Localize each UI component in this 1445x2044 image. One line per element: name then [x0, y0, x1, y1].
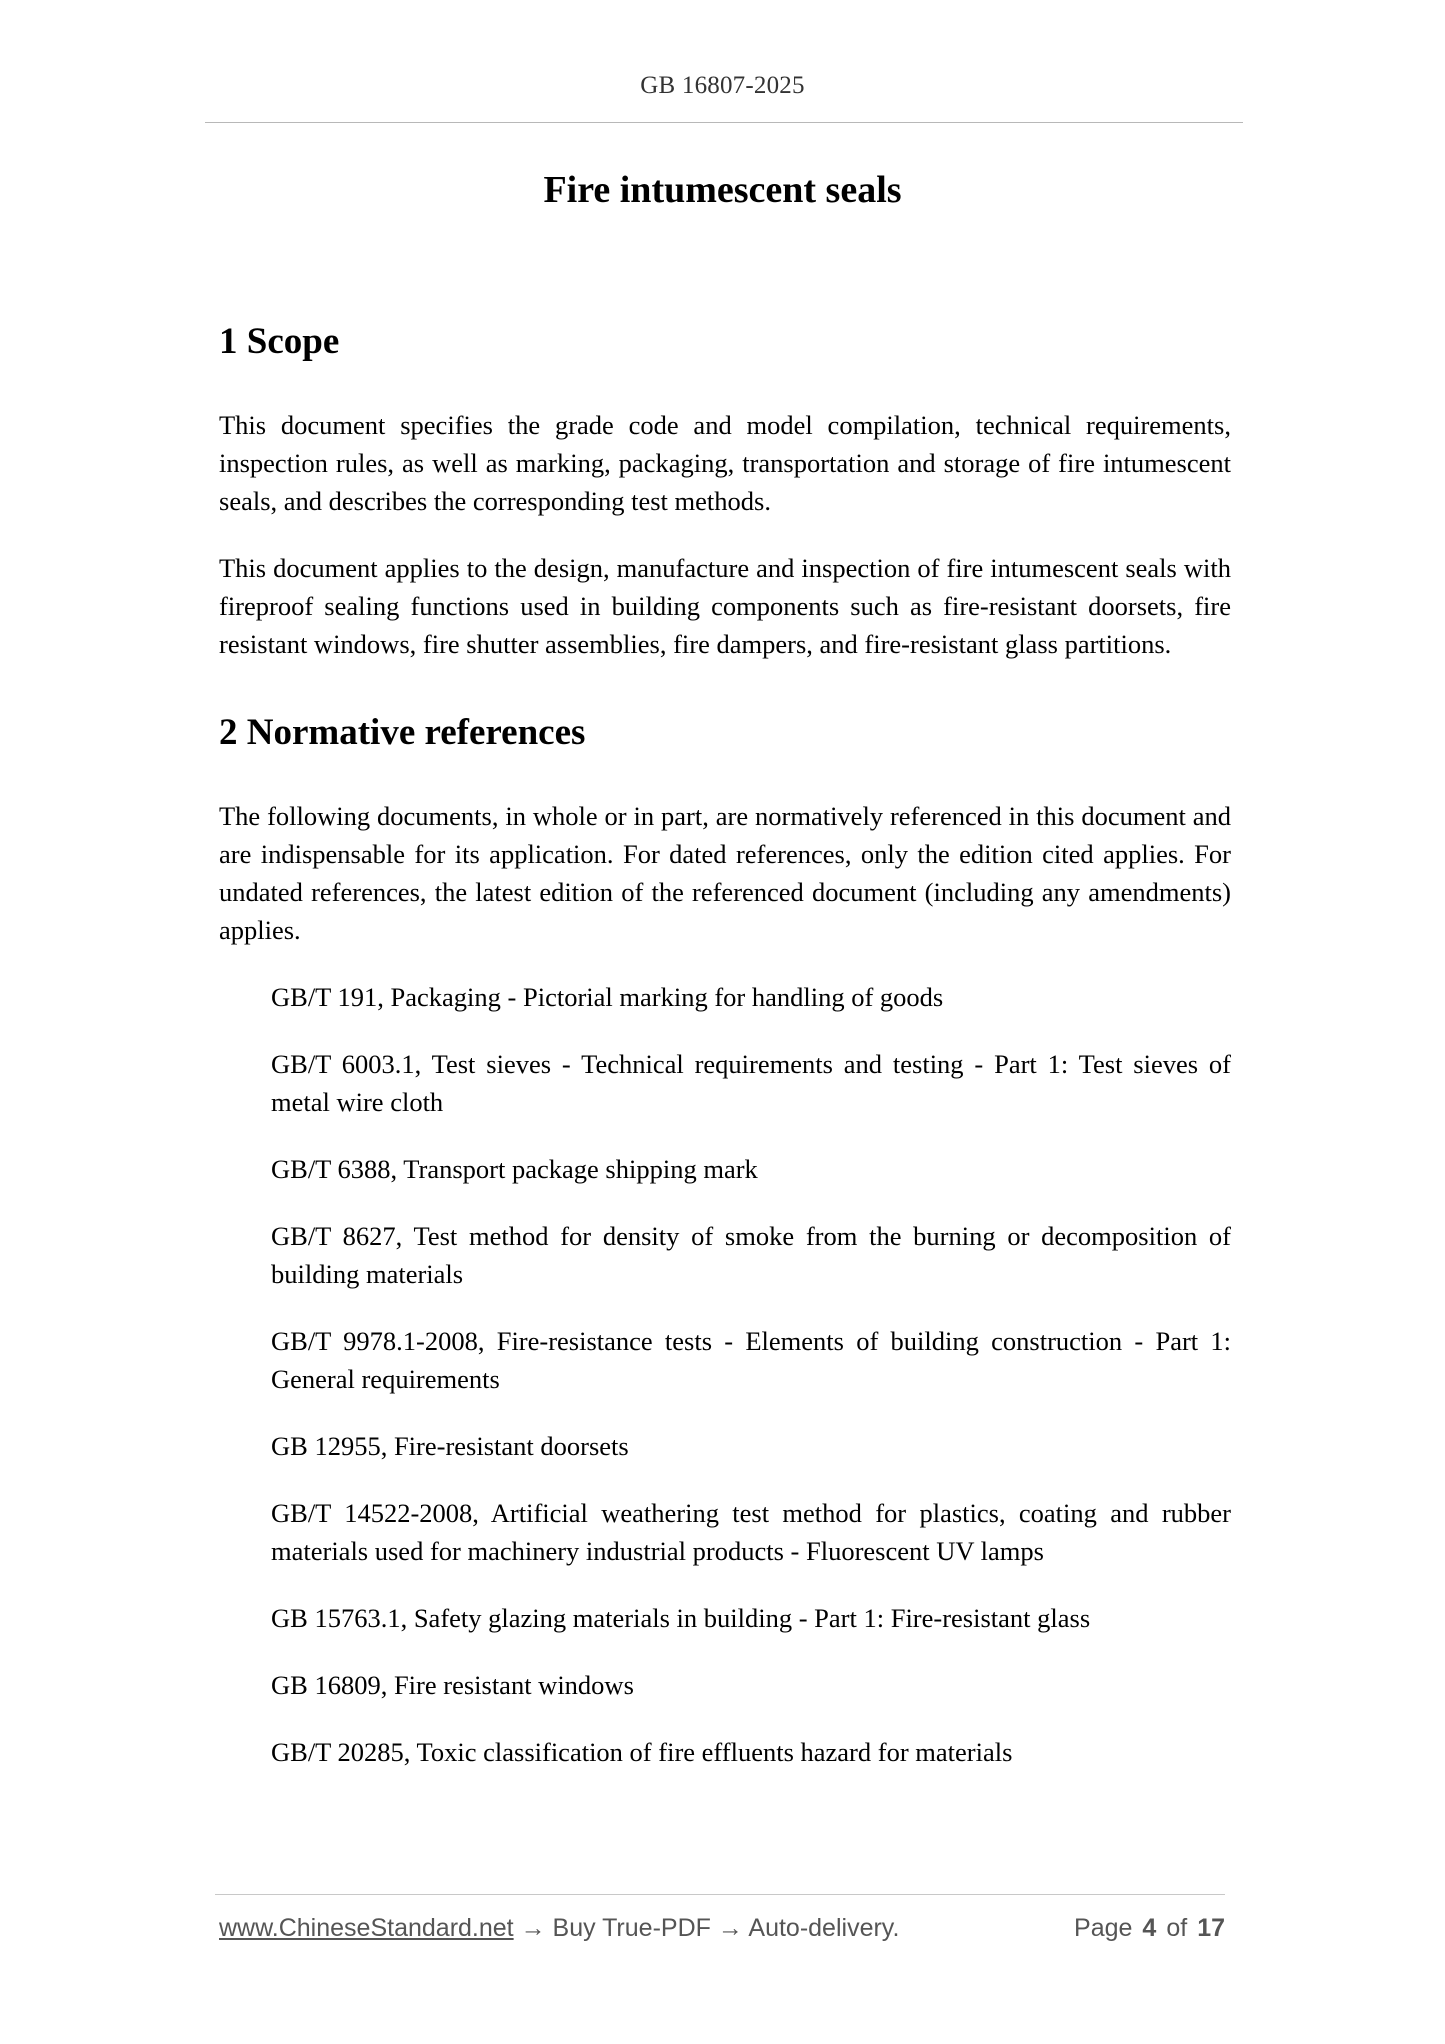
total-pages-number: 17	[1197, 1914, 1225, 1942]
footer-promo-text: → Buy True-PDF → Auto-delivery.	[513, 1914, 900, 1942]
reference-item: GB/T 6003.1, Test sieves - Technical requirements and testing - Part 1: Test sieves of metal wire cloth	[271, 1049, 1231, 1117]
reference-item: GB/T 9978.1-2008, Fire-resistance tests - Elements of building construction - Part 1: General requirements	[271, 1326, 1231, 1394]
website-link[interactable]: www.ChineseStandard.net	[219, 1914, 514, 1942]
reference-item: GB/T 20285, Toxic classification of fire effluents hazard for materials	[271, 1737, 1013, 1767]
normative-references-intro: The following documents, in whole or in part, are normatively referenced in this document and are indispensable for its application. For dated references, only the edition cited applies. For undated references, the latest edition of the referenced document (including any amendments) applies.	[219, 801, 1231, 945]
footer-promo	[219, 1914, 899, 1943]
page-label: Page	[1074, 1914, 1133, 1942]
reference-item: GB 15763.1, Safety glazing materials in building - Part 1: Fire-resistant glass	[271, 1603, 1091, 1633]
section-heading-normative-references: 2 Normative references	[219, 712, 586, 753]
scope-paragraph-1: This document specifies the grade code and model compilation, technical requirements, inspection rules, as well as marking, packaging, transportation and storage of fire intumescent seals, and describes the corresponding test methods.	[219, 410, 1231, 516]
current-page-number: 4	[1142, 1914, 1157, 1942]
page-footer	[219, 1914, 1225, 1954]
scope-paragraph-2: This document applies to the design, manufacture and inspection of fire intumescent seals with fireproof sealing functions used in building components such as fire-resistant doorsets, fire resistant windows, fire shutter assemblies, fire dampers, and fire-resistant glass partitions.	[219, 553, 1231, 659]
page-of-label: of	[1166, 1914, 1188, 1942]
reference-item: GB 16809, Fire resistant windows	[271, 1670, 634, 1700]
reference-item: GB 12955, Fire-resistant doorsets	[271, 1431, 629, 1461]
header-standard-code: GB 16807-2025	[640, 72, 805, 99]
page-indicator	[1074, 1914, 1225, 1943]
document-title: Fire intumescent seals	[543, 169, 902, 211]
reference-item: GB/T 191, Packaging - Pictorial marking for handling of goods	[271, 982, 944, 1012]
reference-item: GB/T 14522-2008, Artificial weathering test method for plastics, coating and rubber materials used for machinery industrial products - Fluorescent UV lamps	[271, 1498, 1231, 1566]
section-heading-scope: 1 Scope	[219, 321, 340, 362]
document-body	[219, 318, 1231, 1800]
footer-divider	[215, 1894, 1225, 1895]
reference-list	[219, 978, 1231, 1771]
header-divider	[205, 122, 1243, 123]
reference-item: GB/T 8627, Test method for density of smoke from the burning or decomposition of building materials	[271, 1221, 1231, 1289]
reference-item: GB/T 6388, Transport package shipping mark	[271, 1154, 758, 1184]
